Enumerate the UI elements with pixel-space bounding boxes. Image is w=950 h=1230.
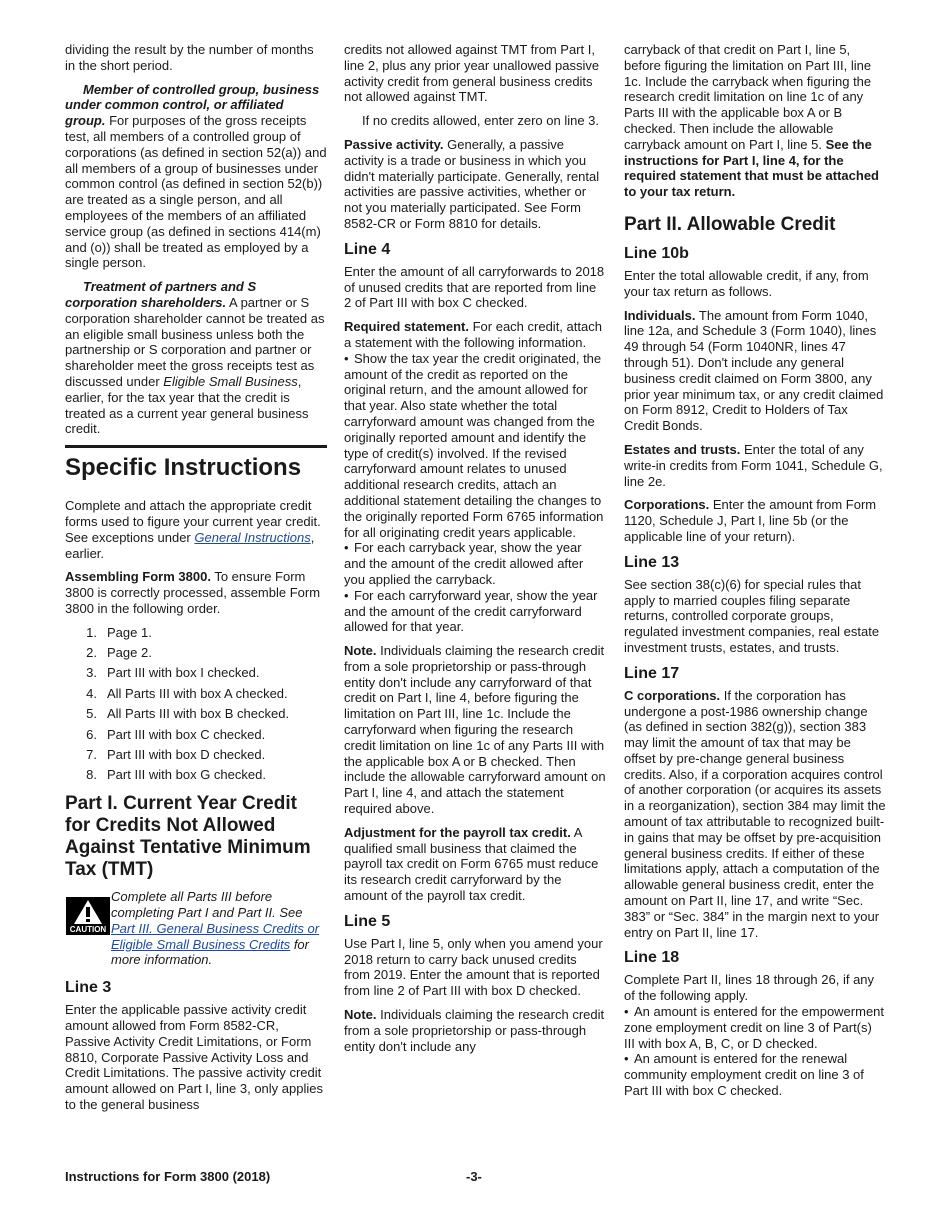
controlled-group-paragraph — [65, 82, 327, 272]
bullet-text: For each carryforward year, show the year and the amount of the credit carryforward allowed for that year. — [344, 587, 598, 635]
run-in-heading: Note. — [344, 643, 377, 659]
list-item — [65, 706, 327, 722]
paragraph-text: Enter the amount from Form 1120, Schedule J, Part I, line 5b (or the applicable line of your return). — [624, 497, 877, 544]
paragraph-text: Individuals claiming the research credit from a sole proprietorship or pass-through entity don't include any — [344, 1007, 605, 1054]
specific-instructions-paragraph — [65, 498, 327, 561]
run-in-heading: C corporations. — [624, 687, 721, 703]
line-4-heading: Line 4 — [344, 240, 391, 258]
paragraph-text: Individuals claiming the research credit from a sole proprietorship or pass-through entity don't include any carryforward of that credit on Part I, line 4, before figuring the limitation on Part III, line 1c. Include the carryforward when figuring the research credit limitation on line 1c of any Parts III with the applicable box A or B checked. Then include the allowable carryforward amount on Part I, line 4, and attach the statement required above. — [344, 643, 606, 817]
bullet-char: • — [624, 1004, 629, 1020]
paragraph-text: To ensure Form 3800 is correctly processed, assemble Form 3800 in the following order. — [65, 569, 321, 616]
run-in-heading: Member of controlled group, business under common control, or affiliated group. — [65, 81, 320, 129]
paragraph-text: , earlier. — [65, 529, 315, 561]
list-item — [65, 747, 327, 763]
run-in-heading: Adjustment for the payroll tax credit. — [344, 824, 571, 840]
list-item — [65, 686, 327, 702]
caution-icon-block — [65, 889, 111, 968]
paragraph-emphasis: See the instructions for Part I, line 4, for the required statement that must be attached to your tax return. — [624, 136, 879, 200]
paragraph-text: For each credit, attach a statement with the following information. — [344, 319, 602, 350]
bullet-text: An amount is entered for the renewal community employment credit on line 3 of Part III with box C checked. — [624, 1051, 864, 1099]
line-18-text: Complete Part II, lines 18 through 26, if any of the following apply. — [624, 972, 875, 1004]
line-5-heading: Line 5 — [344, 912, 391, 930]
c-corporations-paragraph — [624, 688, 886, 941]
list-number: 3. — [86, 665, 97, 681]
bullet-text: For each carryback year, show the year and the amount of the credit allowed after you applied the carryback. — [344, 540, 584, 587]
list-number: 2. — [86, 645, 97, 661]
caution-label: CAUTION — [69, 925, 107, 935]
list-number: 6. — [86, 726, 97, 742]
line-13-heading: Line 13 — [624, 553, 680, 571]
part-iii-link[interactable]: Part III. General Business Credits or Eligible Small Business Credits — [111, 920, 320, 952]
estates-paragraph — [624, 442, 886, 489]
note-paragraph — [344, 1007, 606, 1054]
bullet-text: Show the tax year the credit originated, the amount of the credit as reported on the original return, and the amount allowed for that year. Also state whether the total carryforward amount was changed from the originally reported amount and identify the type of credit(s) involved. If the revised carryforward amount relates to unused additional research credits, attach an additional statement detailing the changes to the originally reported Form 6765 information for all originating credit years applicable. — [344, 350, 604, 540]
bullet-char: • — [344, 350, 349, 366]
bullet-char: • — [624, 1051, 629, 1067]
run-in-heading: Required statement. — [344, 319, 469, 335]
paragraph: dividing the result by the number of months in the short period. — [65, 42, 314, 73]
column-1 — [65, 42, 327, 1121]
run-in-heading: Estates and trusts. — [624, 441, 741, 457]
list-text: Page 1. — [107, 624, 152, 640]
bullet-char: • — [344, 540, 349, 556]
individuals-paragraph — [624, 308, 886, 434]
list-item — [65, 727, 327, 743]
caution-badge — [66, 897, 110, 935]
paragraph-text: For purposes of the gross receipts test, all members of a controlled group of corporations (as defined in section 52(a)) and all members of a group of businesses under common control (as defined in section 52(b)) are treated as a single person, and all employees of the members of an affiliated service group (as defined in sections 414(m) and (o)) shall be treated as employed by a single person. — [65, 113, 327, 271]
paragraph-text: The amount from Form 1040, line 12a, and Schedule 3 (Form 1040), lines 49 through 54 (Form 1040NR, lines 47 through 51). Don't include any general business credit claimed on Form 3800, any prior year minimum tax, or any credit claimed on Form 8912, Credit to Holders of Tax Credit Bonds. — [624, 307, 884, 434]
list-text: Page 2. — [107, 645, 152, 661]
list-number: 1. — [86, 624, 97, 640]
bullet-item — [624, 1004, 886, 1051]
list-text: Part III with box G checked. — [107, 767, 266, 783]
paragraph-text: carryback of that credit on Part I, line 5, before figuring the limitation on Part III, line 1c. Include the carryback when figuring the research credit limitation on line 1c of any Parts III with the applicable box A or B checked. Then include the allowable carryback amount on Part I, line 5. — [624, 42, 872, 152]
paragraph-text: Enter the total of any write-in credits from Form 1041, Schedule G, line 2e. — [624, 441, 883, 489]
bullet-text: An amount is entered for the empowerment zone employment credit on line 3 of Part(s) III with box A, B, C, or D checked. — [624, 1004, 885, 1051]
caution-text-part: for more information. — [111, 936, 309, 968]
line-17-heading: Line 17 — [624, 664, 680, 682]
paragraph: If no credits allowed, enter zero on line 3. — [362, 113, 600, 129]
list-item — [65, 625, 327, 641]
part-ii-heading: Part II. Allowable Credit — [624, 213, 836, 235]
line-10b-heading: Line 10b — [624, 244, 689, 262]
caution-note — [65, 889, 327, 968]
warning-triangle-icon — [73, 899, 103, 925]
list-number: 5. — [86, 706, 97, 722]
list-text: Part III with box D checked. — [107, 747, 266, 763]
line-10b-text: Enter the total allowable credit, if any, from your tax return as follows. — [624, 267, 869, 299]
paragraph-text: A qualified small business that claimed the payroll tax credit on Form 6765 must reduce its research credit carryforward by the amount of the payroll tax credit. — [344, 824, 599, 904]
paragraph-text: If the corporation has undergone a post-1986 ownership change (as defined in section 382(g)), section 383 may limit the amount of tax that may be offset by pre-change general business credits. Also, if a corporation acquires control of another corporation (or acquires its assets in a reorganization), section 384 may limit the amount of tax attributable to recognized built-in gains that may be offset by pre-acquisition general business credits. If either of these limitations apply, attach a computation of the allowable general business credit, enter the amount on Part II, line 17, and write “Sec. 383” or “Sec. 384” in the margin next to your entry on Part II, line 17. — [624, 687, 886, 940]
run-in-heading: Passive activity. — [344, 136, 444, 152]
bullet-item — [344, 588, 606, 635]
run-in-heading: Corporations. — [624, 497, 710, 513]
list-item — [65, 767, 327, 783]
payroll-adjustment-paragraph — [344, 825, 606, 904]
list-item — [65, 645, 327, 661]
note-paragraph — [344, 643, 606, 817]
line-18-heading: Line 18 — [624, 949, 680, 967]
run-in-heading: Note. — [344, 1007, 377, 1023]
line-4-text: Enter the amount of all carryforwards to 2018 of unused credits that are reported from line 2 of Part III with box C checked. — [344, 263, 605, 311]
list-text: Part III with box I checked. — [107, 665, 260, 681]
carryback-paragraph — [624, 42, 886, 200]
passive-activity-paragraph — [344, 137, 606, 232]
list-text: All Parts III with box A checked. — [107, 685, 288, 701]
assembling-paragraph — [65, 569, 327, 616]
general-instructions-link[interactable]: General Instructions — [194, 529, 311, 545]
list-number: 8. — [86, 767, 97, 783]
list-text: Part III with box C checked. — [107, 726, 266, 742]
cross-reference: Eligible Small Business — [163, 373, 298, 389]
caution-text — [111, 889, 327, 968]
bullet-item — [624, 1051, 886, 1098]
corporations-paragraph — [624, 497, 886, 544]
line-5-text: Use Part I, line 5, only when you amend your 2018 return to carry back unused credits from 2019. Enter the amount that is reported from line 2 of Part III with box D checked. — [344, 935, 603, 999]
part-i-heading: Part I. Current Year Credit for Credits Not Allowed Against Tentative Minimum Tax (TMT) — [65, 793, 311, 881]
run-in-heading: Individuals. — [624, 307, 696, 323]
assembly-order-list — [65, 625, 327, 784]
run-in-heading: Assembling Form 3800. — [65, 569, 211, 585]
page-number: -3- — [466, 1169, 482, 1184]
paragraph: credits not allowed against TMT from Part I, line 2, plus any prior year unallowed passive activity credit from general business credits not allowed against TMT. — [344, 42, 600, 105]
line-3-text: Enter the applicable passive activity credit amount allowed from Form 8582-CR, Passive Activity Credit Limitations, or Form 8810, Corporate Passive Activity Loss and Credit Limitations. The passive activity credit amount allowed on Part I, line 3, only applies to the general business — [65, 1002, 323, 1112]
bullet-char: • — [344, 587, 349, 603]
list-number: 4. — [86, 685, 97, 701]
section-heading-specific-instructions: Specific Instructions — [65, 445, 327, 482]
partners-paragraph — [65, 279, 327, 437]
list-item — [65, 665, 327, 681]
column-2 — [344, 42, 606, 1062]
bullet-item — [344, 540, 606, 587]
paragraph-text: Generally, a passive activity is a trade or business in which you didn't materially participate. Generally, rental activities are passive activities, whether or not you materially participated. See Form 8582-CR or Form 8810 for details. — [344, 136, 600, 231]
paragraph-text: A partner or S corporation shareholder cannot be treated as an eligible small business unless both the partnership or S corporation and partner or shareholder meet the gross receipts test as discussed under — [65, 294, 325, 389]
line-13-text: See section 38(c)(6) for special rules that apply to married couples filing separate returns, controlled corporate groups, regulated investment companies, real estate investment trusts, estates, and trusts. — [624, 576, 880, 655]
caution-text-part: Complete all Parts III before completing Part I and Part II. See — [111, 889, 303, 921]
bullet-item — [344, 351, 606, 541]
list-number: 7. — [86, 747, 97, 763]
run-in-heading: Treatment of partners and S corporation shareholders. — [65, 279, 257, 310]
line-3-heading: Line 3 — [65, 979, 112, 997]
column-3 — [624, 42, 886, 1099]
paragraph-text: Complete and attach the appropriate credit forms used to figure your current year credit. See exceptions under — [65, 498, 321, 545]
footer-title: Instructions for Form 3800 (2018) — [65, 1169, 271, 1184]
list-text: All Parts III with box B checked. — [107, 706, 290, 722]
required-statement-paragraph — [344, 319, 606, 351]
paragraph-text: , earlier, for the tax year that the credit is treated as a current year general business credit. — [65, 373, 309, 437]
